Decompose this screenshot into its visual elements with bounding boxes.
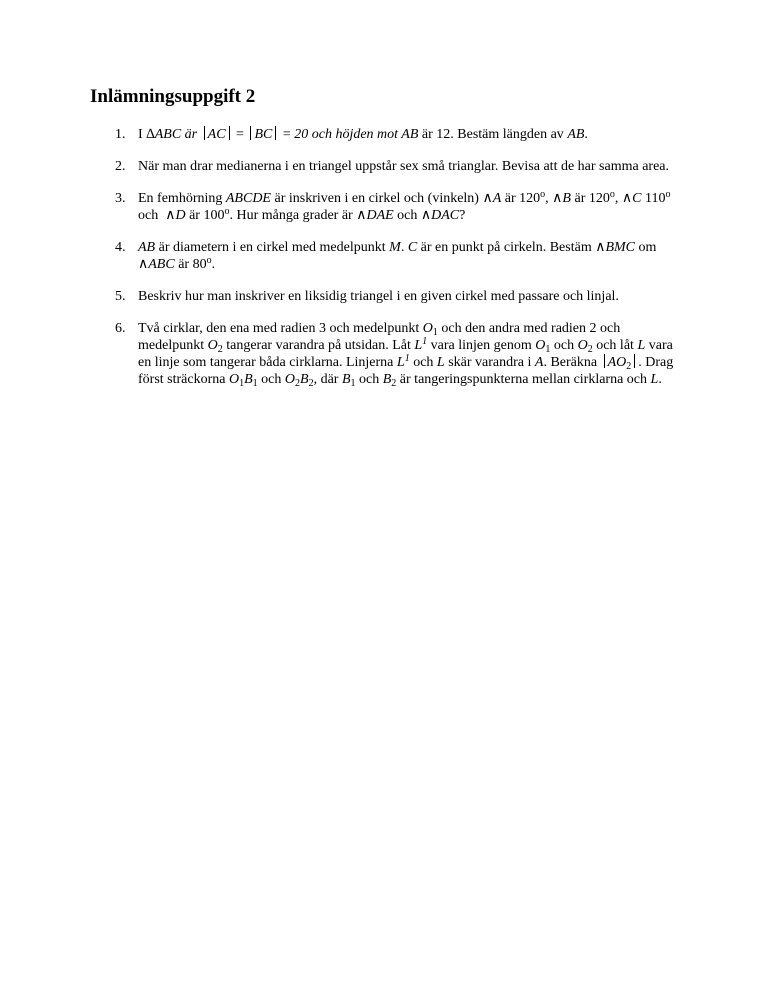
- problem-number: 6.: [115, 321, 126, 336]
- problem-item: [0, 320, 768, 388]
- problem-item: [0, 288, 768, 305]
- problem-item: [0, 239, 768, 273]
- problem-text: När man drar medianerna i en triangel uppstår sex små trianglar. Bevisa att de har samma area.: [138, 159, 670, 174]
- problem-text: Beskriv hur man inskriver en liksidig triangel i en given cirkel med passare och linjal.: [138, 289, 619, 304]
- problem-text: AB är diametern i en cirkel med medelpunkt M. C är en punkt på cirkeln. Bestäm ∧BMC om ∧ABC är 80$^o$.: [138, 240, 657, 272]
- page-title: Inlämningsuppgift 2: [90, 86, 256, 107]
- problem-text: Två cirklar, den ena med radien 3 och medelpunkt $O_1$ och den andra med radien 2 och medelpunkt $O_2$ tangerar varandra på utsidan. Låt $L^1$ vara linjen genom $O_1$ och $O_2$ och låt L vara en linje som tangerar båda cirklarna. Linjerna $L^1$ och L skär varandra i A. Beräkna $AO_2$ . Drag först sträckorna $O_1B_1$ och $O_2B_2$, där $B_1$ och $B_2$ är tangeringspunkterna mellan cirklarna och L.: [138, 321, 674, 389]
- problem-number: 1.: [115, 127, 126, 142]
- problem-text: En femhörning ABCDE är inskriven i en cirkel och (vinkeln) ∧A är 120$^o$, ∧B är 120$^o$, ∧C 110$^o$ och ∧D är 100$^o$. Hur många grader är ∧DAE och ∧DAC?: [138, 189, 671, 223]
- problem-text: I ∆ABC är AC = BC = 20 och höjden mot AB är 12. Bestäm längden av AB.: [138, 127, 588, 142]
- problem-list: [0, 126, 768, 388]
- problem-number: 4.: [115, 240, 126, 255]
- problem-number: 2.: [115, 159, 126, 174]
- problem-item: [0, 158, 768, 175]
- problem-number: 5.: [115, 289, 126, 304]
- problem-number: 3.: [115, 191, 126, 206]
- problem-item: [0, 190, 768, 224]
- problem-item: [0, 126, 768, 143]
